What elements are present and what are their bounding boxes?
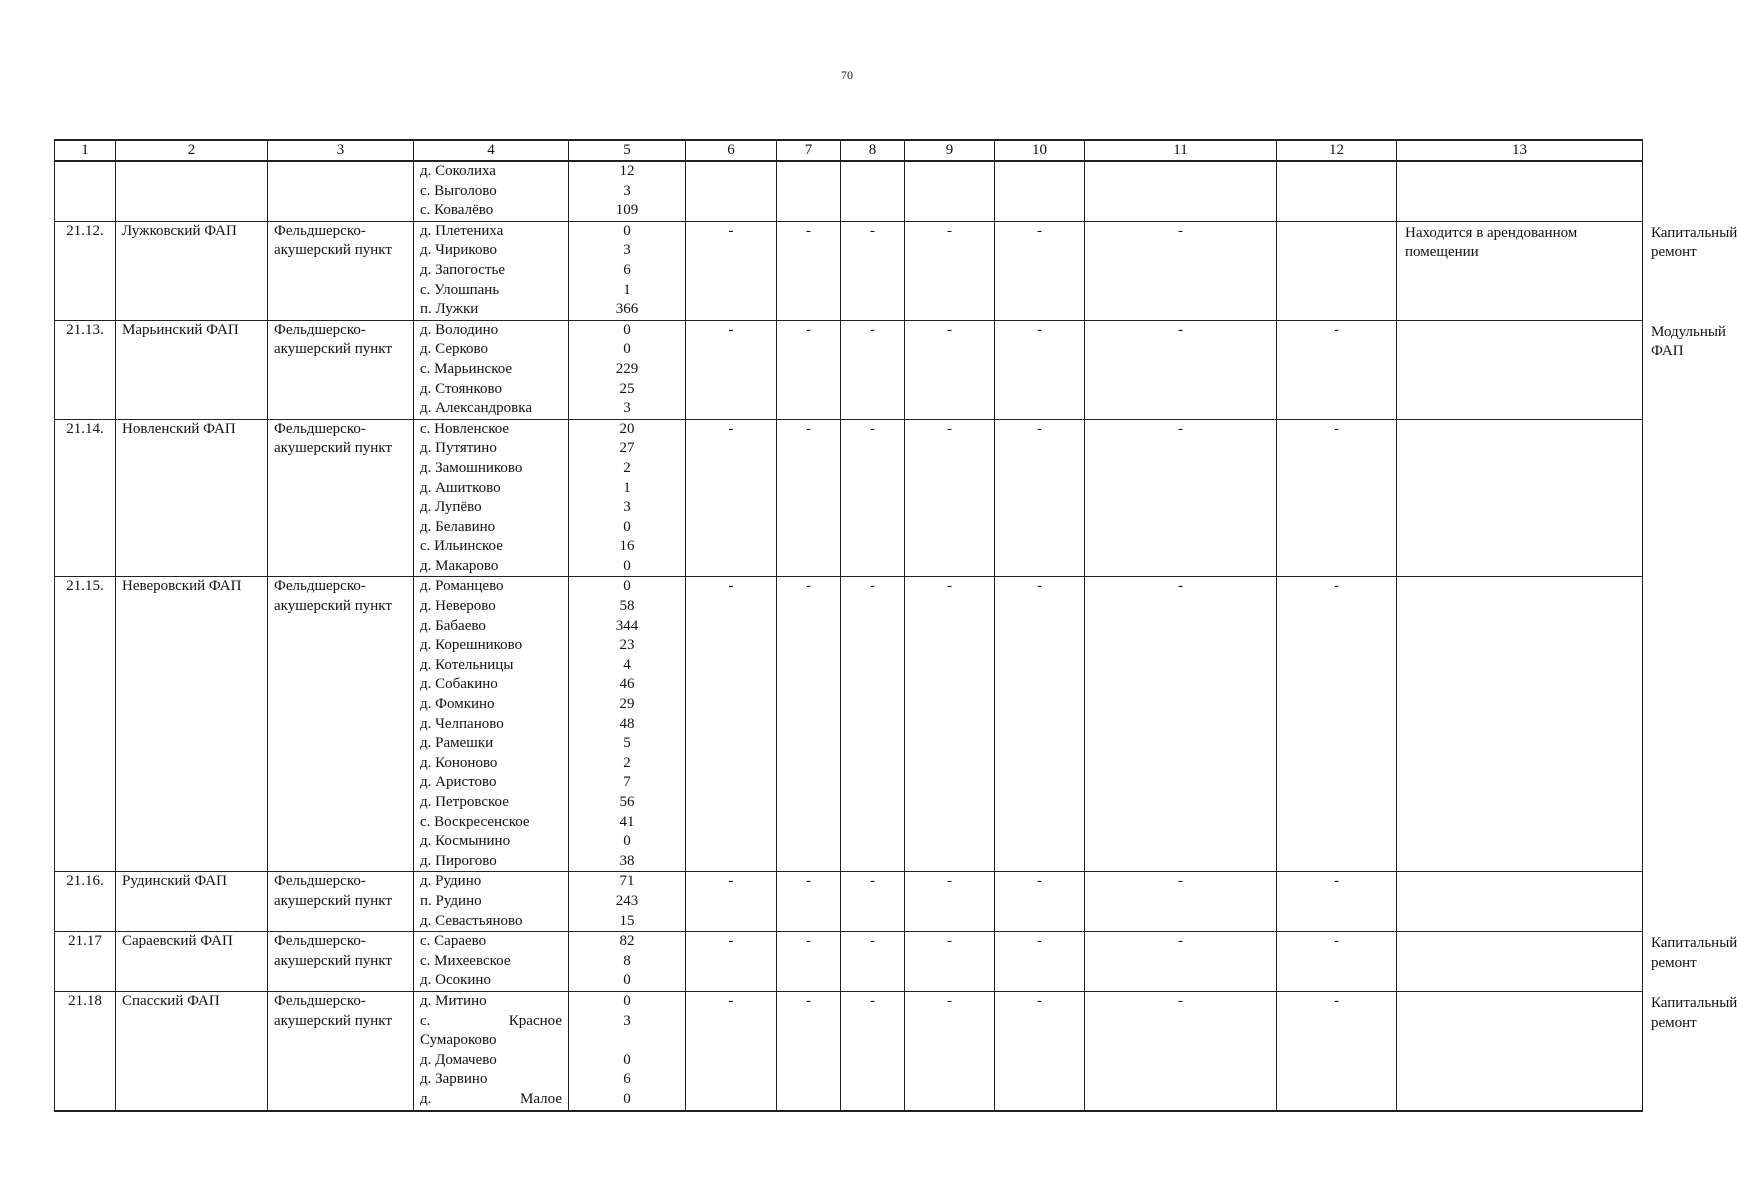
facility-type: Фельдшерско-акушерский пункт [268,991,414,1110]
dash-cell: - [1277,320,1397,419]
population-cell [569,161,686,221]
facility-name [116,161,268,221]
dash-cell: - [841,419,905,577]
dash-cell: - [995,872,1085,932]
location-note [1397,991,1643,1110]
population-value: 0 [623,972,631,989]
locality-name: п. Лужки [420,301,479,318]
population-value: 0 [623,1051,631,1068]
dash-cell: - [905,577,995,872]
population-cell [569,991,686,1110]
dash-cell: - [686,419,777,577]
dash-cell: - [777,320,841,419]
localities-cell [414,419,569,577]
facility-type: Фельдшерско-акушерский пункт [268,872,414,932]
dash-cell: - [1085,577,1277,872]
locality-name: д. Лупёво [420,499,482,516]
dash-cell: - [841,221,905,320]
locality-name: д. Корешниково [420,637,523,654]
population-value: 0 [623,557,631,574]
population-value: 71 [619,873,635,890]
population-value: 3 [623,400,631,417]
dash-cell: - [841,872,905,932]
table-row: 21.13. Марьинский ФАП Фельдшерско-акушерский пункт д. Володино д. Серково с. Марьинское д. Стоянково д. Александровка 0 0 229 25 3 - - - - - - - Модульный ФАП [55,320,1643,419]
dash-cell: - [777,221,841,320]
locality-name: с. Выголово [420,182,497,199]
locality-name: с. Новленское [420,420,510,437]
locality-name: д. Романцево [420,578,504,595]
dash-cell: - [905,221,995,320]
locality-name: с. Улошпань [420,281,500,298]
population-value: 0 [623,518,631,535]
population-value: 46 [619,676,635,693]
dash-cell: - [905,419,995,577]
locality-name: д. Макарово [420,557,499,574]
facility-type: Фельдшерско-акушерский пункт [268,221,414,320]
locality-name: Сумароково [420,1032,497,1049]
locality-name: д. Бабаево [420,617,486,634]
dash-cell: - [1085,221,1277,320]
column-header: 13 [1397,140,1643,161]
facilities-table [54,139,1737,1112]
dash-cell: - [995,991,1085,1110]
population-value: 56 [619,794,635,810]
dash-cell: - [777,577,841,872]
dash-cell: - [686,991,777,1110]
facility-name: Спасский ФАП [116,991,268,1110]
population-value: 82 [619,933,635,950]
table-body [55,161,1737,1111]
dash-cell: - [777,991,841,1110]
locality-name: с. Ковалёво [420,202,494,219]
population-value: 3 [623,242,631,259]
population-value: 0 [623,341,631,358]
facility-type: Фельдшерско-акушерский пункт [268,419,414,577]
population-cell [569,419,686,577]
locality-name: д. Челпаново [420,715,504,732]
dash-cell [905,161,995,221]
population-value: 366 [615,301,639,318]
column-header: 5 [569,140,686,161]
locality-name: д. Белавино [420,518,496,535]
population-value: 1 [623,479,631,496]
column-header: 12 [1277,140,1397,161]
locality-name: д. Рудино [420,873,482,890]
locality-name: д. Плетениха [420,222,504,239]
column-header: 6 [686,140,777,161]
dash-cell: - [995,932,1085,992]
dash-cell: - [1085,419,1277,577]
population-value: 344 [615,617,639,634]
locality-name: д. Малое [420,1090,562,1107]
table-row [55,577,1643,872]
population-value: 109 [615,202,639,219]
locality-name: д. Александровка [420,400,532,417]
dash-cell: - [995,577,1085,872]
column-header: 10 [995,140,1085,161]
population-value: 5 [623,735,631,752]
table-row: 21.12. Лужковский ФАП Фельдшерско-акушерский пункт д. Плетениха д. Чириково д. Запогостье с. Улошпань п. Лужки 0 3 6 1 366 - - - - - - Находится в арендованном помещении Капитальный ремонт [55,221,1643,320]
column-header: 4 [414,140,569,161]
location-note: Находится в арендованном помещении [1397,221,1643,320]
facility-type: Фельдшерско-акушерский пункт [268,577,414,872]
population-value: 38 [619,852,635,869]
population-value: 0 [623,992,631,1009]
population-value: 29 [619,696,635,713]
dash-cell: - [1277,419,1397,577]
locality-name: д. Митино [420,992,487,1009]
population-value: 20 [619,420,635,437]
population-value: 41 [619,813,635,830]
locality-name: д. Чириково [420,242,497,259]
location-note [1397,161,1643,221]
population-value: 3 [623,499,631,516]
column-header: 2 [116,140,268,161]
locality-name: с. Сараево [420,933,487,950]
location-note [1397,320,1643,419]
population-value: 229 [615,360,639,377]
locality-name: д. Фомкино [420,696,495,713]
population-value: 2 [623,459,631,476]
locality-name: д. Путятино [420,440,497,457]
population-value: 0 [623,578,631,595]
locality-name: д. Рамешки [420,735,494,752]
locality-name: д. Осокино [420,972,491,989]
facility-name: Сараевский ФАП [116,932,268,992]
population-value: 16 [619,538,635,555]
population-value: 243 [615,892,639,909]
location-note [1397,872,1643,932]
location-note [1397,419,1643,577]
localities-cell [414,577,569,872]
population-value [569,1031,685,1051]
table-row: 21.17 Сараевский ФАП Фельдшерско-акушерский пункт с. Сараево с. Михеевское д. Осокино 82 8 0 - - - - - - - Капитальный ремонт [55,932,1643,992]
facility-name: Новленский ФАП [116,419,268,577]
dash-cell: - [1085,991,1277,1110]
dash-cell [995,161,1085,221]
dash-cell: - [686,221,777,320]
locality-name: д. Космынино [420,833,511,850]
row-number: 21.13. [55,320,116,419]
locality-name: д. Домачево [420,1051,497,1068]
population-value: 8 [623,952,631,969]
population-value: 0 [623,222,631,239]
population-value: 6 [623,1071,631,1088]
column-header: 1 [55,140,116,161]
locality-name: п. Рудино [420,892,482,909]
population-value: 2 [623,754,631,771]
table-row [55,419,1643,577]
dash-cell: - [841,577,905,872]
dash-cell: - [686,577,777,872]
locality-name: с. Ильинское [420,538,503,555]
dash-cell: - [777,932,841,992]
localities-cell [414,991,569,1110]
locality-name: д. Петровское [420,794,509,810]
population-value: 7 [623,774,631,791]
column-header: 8 [841,140,905,161]
row-number: 21.12. [55,221,116,320]
column-header: 11 [1085,140,1277,161]
population-value: 4 [623,656,631,673]
population-value: 0 [623,321,631,338]
dash-cell: - [1085,872,1277,932]
population-value: 23 [619,637,635,654]
dash-cell: - [1085,932,1277,992]
column-header: 7 [777,140,841,161]
dash-cell: - [841,991,905,1110]
column-header: 9 [905,140,995,161]
population-value: 0 [623,1090,631,1107]
locality-name: с. Воскресенское [420,813,530,830]
locality-name: д. Котельницы [420,656,514,673]
page-number: 70 [841,68,853,82]
population-cell [569,577,686,872]
table-row [55,161,1643,221]
facility-name: Марьинский ФАП [116,320,268,419]
locality-name: с. Красное [420,1012,562,1029]
dash-cell: - [1277,872,1397,932]
locality-name: с. Марьинское [420,360,513,377]
locality-name: д. Аристово [420,774,497,791]
location-note [1397,577,1643,872]
locality-name: д. Замошниково [420,459,523,476]
locality-name: д. Севастьяново [420,912,523,929]
dash-cell: - [995,221,1085,320]
dash-cell: - [777,419,841,577]
population-value: 58 [619,598,635,615]
locality-name: д. Зарвино [420,1071,488,1088]
table-row [55,872,1643,932]
dash-cell: - [905,932,995,992]
locality-name: д. Запогостье [420,261,505,278]
population-value: 3 [623,182,631,199]
localities-cell [414,221,569,320]
localities-cell [414,161,569,221]
dash-cell: - [1277,991,1397,1110]
column-number-row [55,140,1643,161]
table-row: 21.18 Спасский ФАП Фельдшерско-акушерский пункт д. Митино с. Красное Сумароково д. Домачево д. Зарвино д. Малое 0 3 0 6 0 - - - - - - - Капитальный ремонт [55,991,1643,1110]
row-number: 21.16. [55,872,116,932]
facility-name: Неверовский ФАП [116,577,268,872]
population-value: 48 [619,715,635,732]
population-value: 12 [619,163,635,179]
facility-type [268,161,414,221]
locality-name: д. Серково [420,341,488,358]
dash-cell [1277,161,1397,221]
population-cell [569,872,686,932]
population-cell [569,320,686,419]
localities-cell [414,872,569,932]
facility-name: Лужковский ФАП [116,221,268,320]
locality-name: д. Соколиха [420,163,496,179]
locality-name: д. Ашитково [420,479,501,496]
dash-cell: - [1277,577,1397,872]
facility-type: Фельдшерско-акушерский пункт [268,320,414,419]
dash-cell [841,161,905,221]
population-value: 0 [623,833,631,850]
dash-cell: - [686,932,777,992]
dash-cell: - [905,991,995,1110]
dash-cell: - [777,872,841,932]
locality-name: с. Михеевское [420,952,511,969]
population-cell [569,221,686,320]
dash-cell: - [995,419,1085,577]
locality-name: д. Неверово [420,598,496,615]
dash-cell: - [686,320,777,419]
localities-cell [414,320,569,419]
locality-name: д. Собакино [420,676,498,693]
row-number [55,161,116,221]
population-value: 6 [623,261,631,278]
row-number: 21.14. [55,419,116,577]
dash-cell: - [905,320,995,419]
column-header: 3 [268,140,414,161]
locality-name: д. Стоянково [420,380,502,397]
dash-cell [1277,221,1397,320]
facility-type: Фельдшерско-акушерский пункт [268,932,414,992]
row-number: 21.17 [55,932,116,992]
dash-cell: - [905,872,995,932]
population-value: 1 [623,281,631,298]
dash-cell [1085,161,1277,221]
row-number: 21.18 [55,991,116,1110]
locality-name: д. Кононово [420,754,498,771]
dash-cell [777,161,841,221]
dash-cell: - [995,320,1085,419]
dash-cell: - [841,320,905,419]
localities-cell [414,932,569,992]
locality-name: д. Пирогово [420,852,497,869]
dash-cell: - [686,872,777,932]
facility-name: Рудинский ФАП [116,872,268,932]
dash-cell [686,161,777,221]
population-cell [569,932,686,992]
row-number: 21.15. [55,577,116,872]
locality-name: д. Володино [420,321,499,338]
population-value: 3 [623,1012,631,1029]
dash-cell: - [1085,320,1277,419]
population-value: 25 [619,380,635,397]
dash-cell: - [841,932,905,992]
population-value: 15 [619,912,635,929]
population-value: 27 [619,440,635,457]
location-note [1397,932,1643,992]
dash-cell: - [1277,932,1397,992]
